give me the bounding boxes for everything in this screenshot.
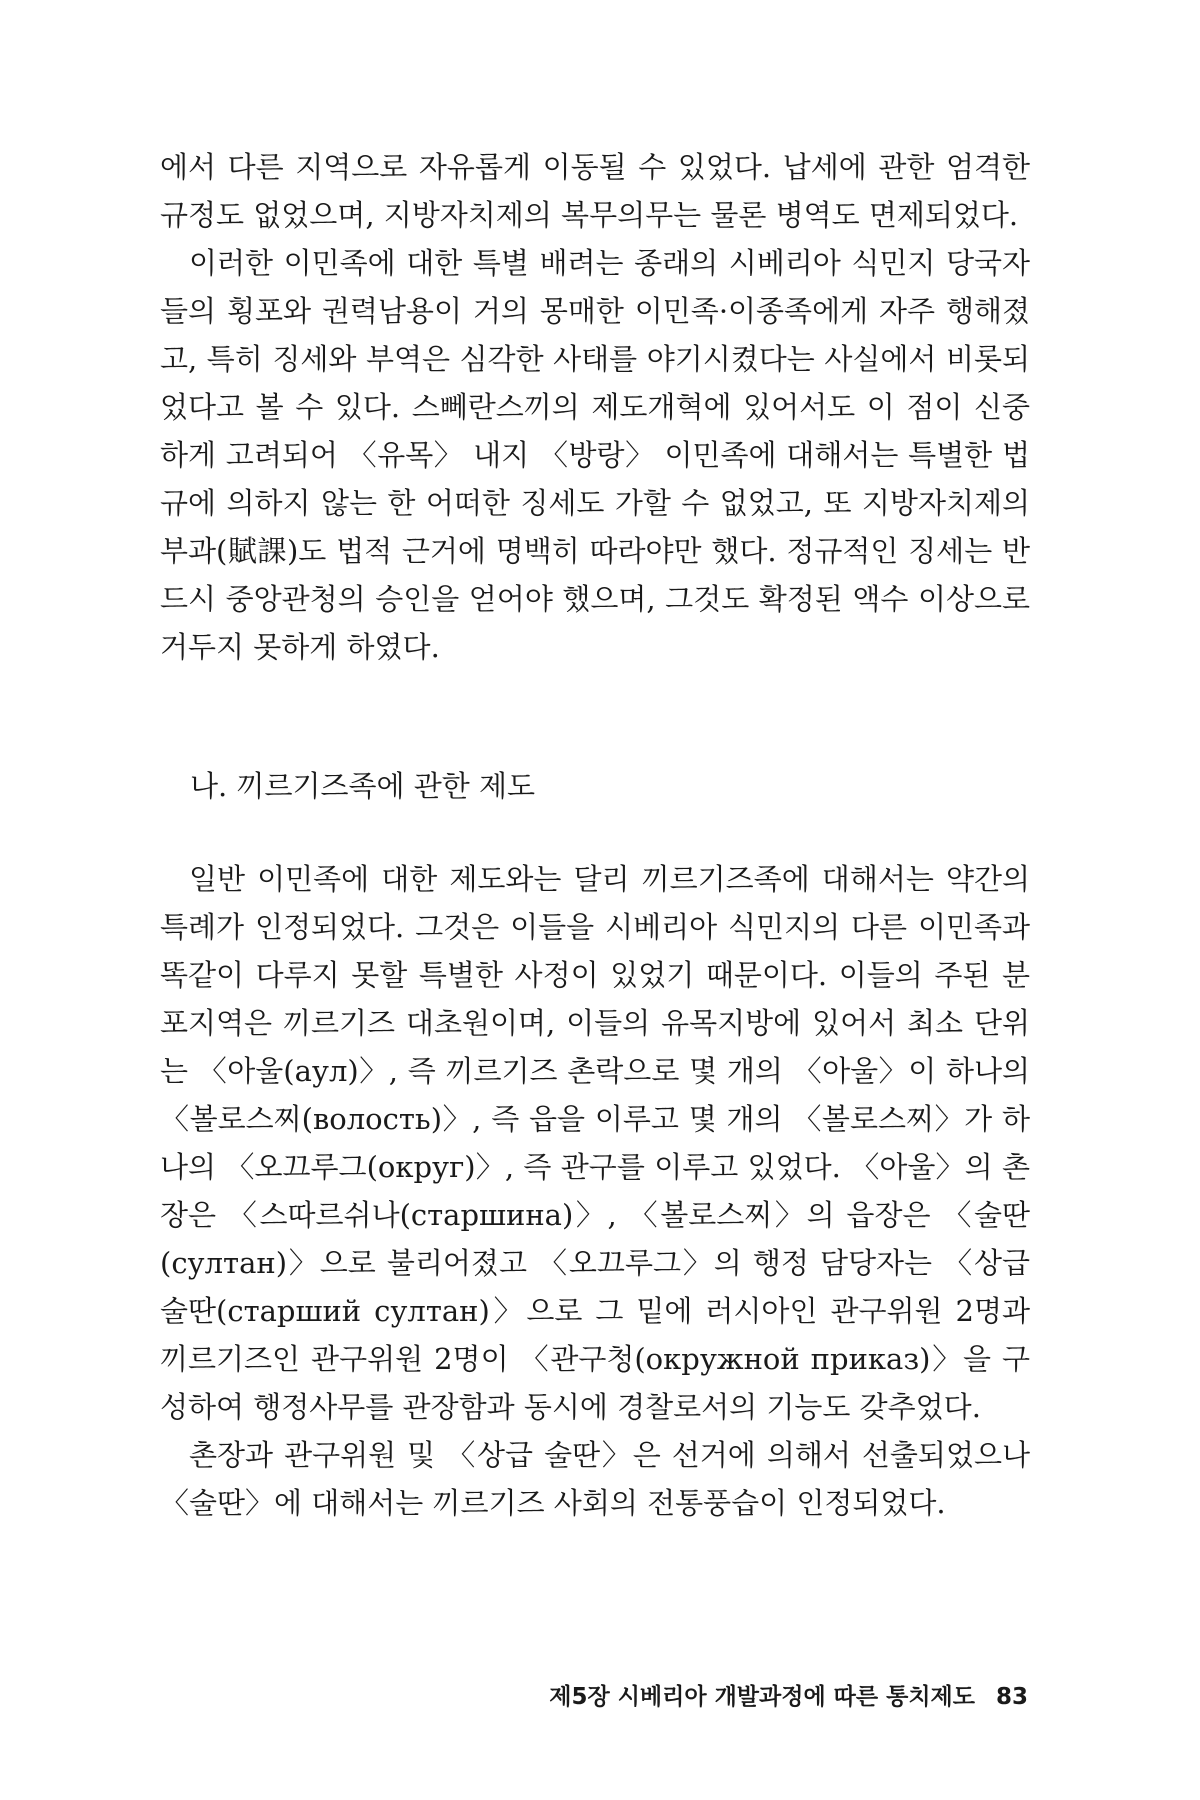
running-footer-chapter-title: 제5장 시베리아 개발과정에 따른 통치제도: [549, 1684, 975, 1710]
paragraph: 일반 이민족에 대한 제도와는 달리 끼르기즈족에 대해서는 약간의 특례가 인정되었다. 그것은 이들을 시베리아 식민지의 다른 이민족과 똑같이 다루지 못할 특별한 사정이 있었기 때문이다. 이들의 주된 분포지역은 끼르기즈 대초원이며, 이들의 유목지방에 있어서 최소 단위는 〈아울(аул)〉, 즉 끼르기즈 촌락으로 몇 개의 〈아울〉이 하나의 〈볼로스찌(волость)〉, 즉 읍을 이루고 몇 개의 〈볼로스찌〉가 하나의 〈오끄루그(округ)〉, 즉 관구를 이루고 있었다. 〈아울〉의 촌장은 〈스따르쉬나(старшина)〉, 〈볼로스찌〉의 읍장은 〈술딴(султан)〉으로 불리어졌고 〈오끄루그〉의 행정 담당자는 〈상급 술딴(старший султан)〉으로 그 밑에 러시아인 관구위원 2명과 끼르기즈인 관구위원 2명이 〈관구청(окружной приказ)〉을 구성하여 행정사무를 관장함과 동시에 경찰로서의 기능도 갖추었다.: [160, 862, 1030, 1424]
body-text-top: [160, 143, 1030, 671]
section-heading: 나. 끼르기즈족에 관한 제도: [190, 769, 536, 803]
paragraph-continued: 에서 다른 지역으로 자유롭게 이동될 수 있었다. 납세에 관한 엄격한 규정도 없었으며, 지방자치제의 복무의무는 물론 병역도 면제되었다.: [160, 150, 1030, 232]
body-text-bottom: [160, 855, 1030, 1527]
page-number: 83: [995, 1684, 1028, 1710]
paragraph: 이러한 이민족에 대한 특별 배려는 종래의 시베리아 식민지 당국자들의 횡포와 권력남용이 거의 몽매한 이민족·이종족에게 자주 행해졌고, 특히 징세와 부역은 심각한 사태를 야기시켰다는 사실에서 비롯되었다고 볼 수 있다. 스뻬란스끼의 제도개혁에 있어서도 이 점이 신중하게 고려되어 〈유목〉 내지 〈방랑〉 이민족에 대해서는 특별한 법규에 의하지 않는 한 어떠한 징세도 가할 수 없었고, 또 지방자치제의 부과(賦課)도 법적 근거에 명백히 따라야만 했다. 정규적인 징세는 반드시 중앙관청의 승인을 얻어야 했으며, 그것도 확정된 액수 이상으로 거두지 못하게 하였다.: [160, 246, 1030, 664]
paragraph: 촌장과 관구위원 및 〈상급 술딴〉은 선거에 의해서 선출되었으나 〈술딴〉에 대해서는 끼르기즈 사회의 전통풍습이 인정되었다.: [160, 1438, 1030, 1520]
